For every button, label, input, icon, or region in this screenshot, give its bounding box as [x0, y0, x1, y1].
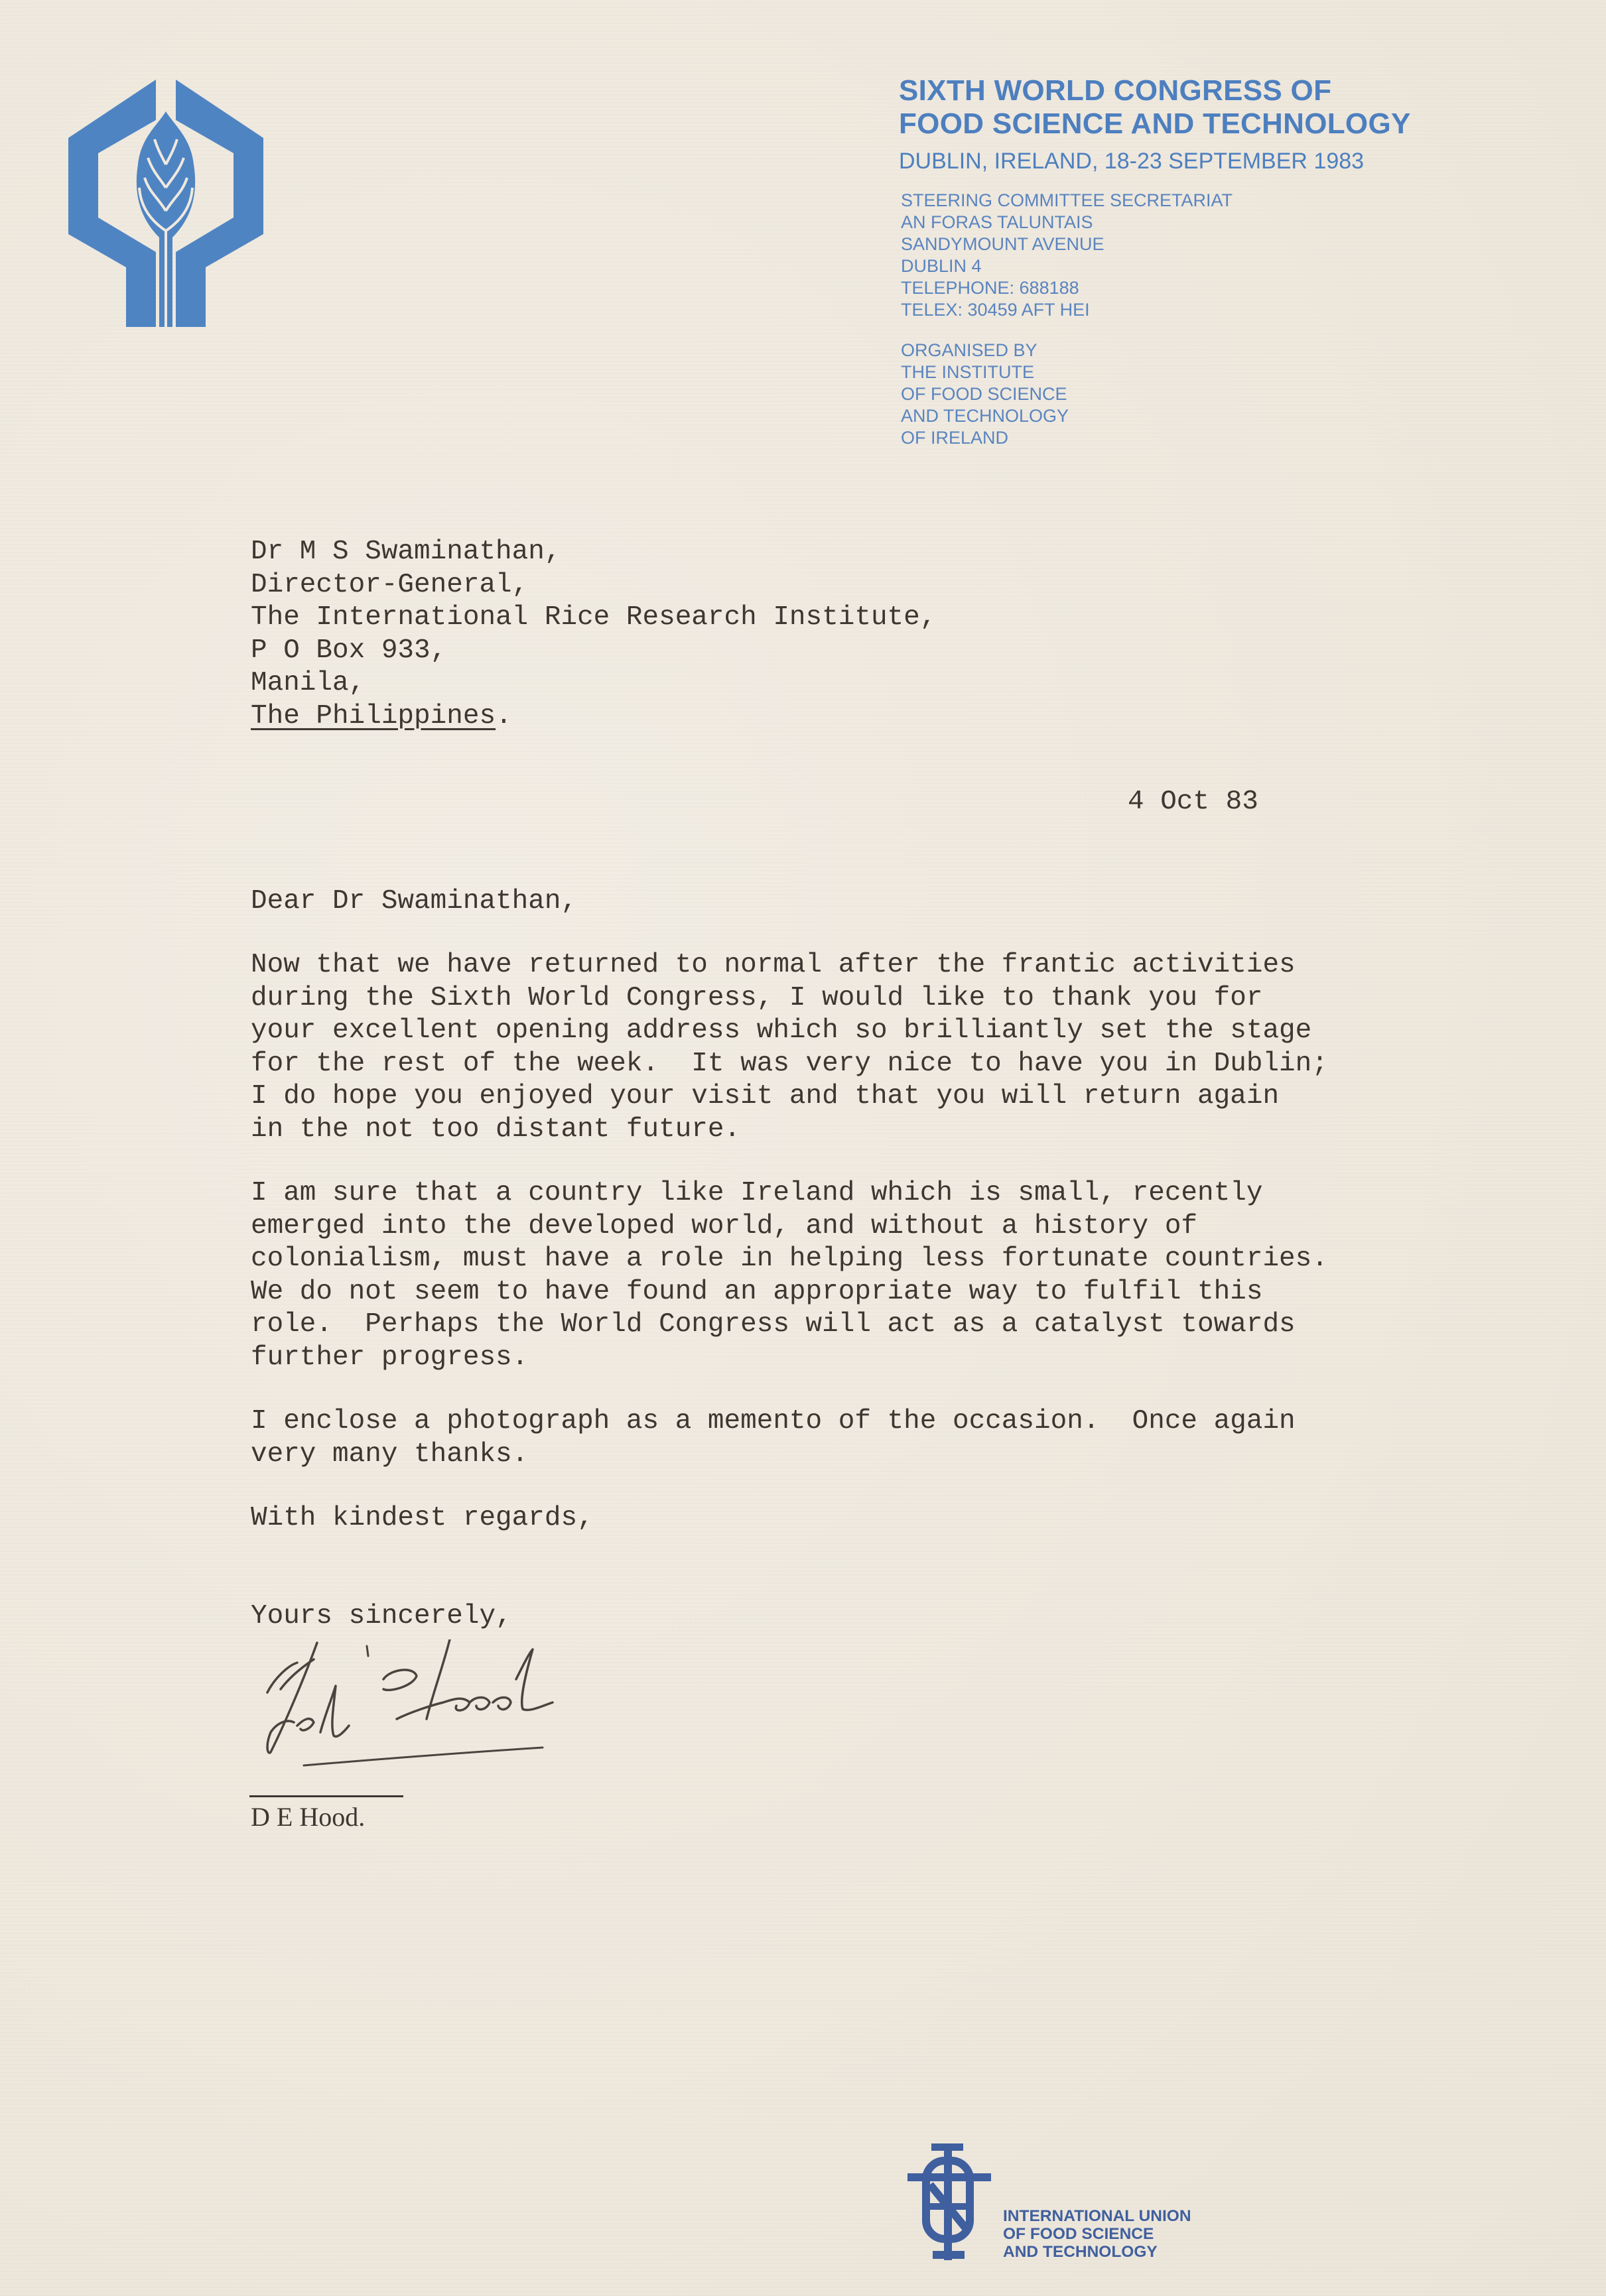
- iufost-line: INTERNATIONAL UNION: [1003, 2207, 1191, 2225]
- organiser-line: AND TECHNOLOGY: [901, 406, 1069, 426]
- signature-block: [251, 1639, 596, 1858]
- secretariat-line: AN FORAS TALUNTAIS: [901, 212, 1093, 232]
- body-line: Now that we have returned to normal after the frantic activities: [251, 950, 1296, 980]
- body-line: colonialism, must have a role in helping less fortunate countries.: [251, 1244, 1328, 1274]
- body-paragraph-3: [251, 1405, 1511, 1471]
- telephone: TELEPHONE: 688188: [901, 278, 1079, 298]
- secretariat-line: SANDYMOUNT AVENUE: [901, 234, 1104, 254]
- secretariat-line: STEERING COMMITTEE SECRETARIAT: [901, 190, 1233, 210]
- body-line: I am sure that a country like Ireland which is small, recently: [251, 1178, 1263, 1208]
- organiser-line: OF IRELAND: [901, 428, 1009, 448]
- secretariat-line: DUBLIN 4: [901, 256, 982, 276]
- body-line: emerged into the developed world, and without a history of: [251, 1210, 1198, 1242]
- body-line: We do not seem to have found an appropriate way to fulfil this: [251, 1276, 1263, 1307]
- letter-date: 4 Oct 83: [1128, 787, 1258, 817]
- body-paragraph-1: [251, 949, 1511, 1146]
- body-line: further progress.: [251, 1342, 529, 1373]
- valediction: Yours sincerely,: [251, 1600, 512, 1631]
- country-period: .: [496, 700, 512, 732]
- organiser-line: THE INSTITUTE: [901, 362, 1034, 382]
- recipient-line: Manila,: [251, 668, 366, 698]
- iufost-logo-icon: [907, 2143, 991, 2260]
- recipient-line: Dr M S Swaminathan,: [251, 537, 561, 567]
- recipient-line: The International Rice Research Institute,: [251, 602, 937, 633]
- letterhead: [899, 74, 1562, 175]
- organiser-block: [899, 340, 1562, 449]
- recipient-line: P O Box 933,: [251, 635, 447, 666]
- wheat-hexagon-logo-icon: [66, 78, 265, 334]
- letterhead-column: [899, 74, 1562, 449]
- signatory-name: D E Hood.: [251, 1802, 366, 1832]
- body-line: during the Sixth World Congress, I would like to thank you for: [251, 982, 1263, 1013]
- recipient-country-line: [251, 700, 1511, 733]
- salutation: Dear Dr Swaminathan,: [251, 885, 578, 917]
- body-line: for the rest of the week. It was very nice to have you in Dublin;: [251, 1048, 1328, 1079]
- congress-title-line2: FOOD SCIENCE AND TECHNOLOGY: [899, 107, 1411, 140]
- congress-title-line1: SIXTH WORLD CONGRESS OF: [899, 74, 1332, 107]
- secretariat-address: [899, 190, 1562, 321]
- iufost-name: [1003, 2207, 1191, 2261]
- telex: TELEX: 30459 AFT HEI: [901, 300, 1090, 320]
- organiser-line: OF FOOD SCIENCE: [901, 384, 1067, 404]
- signature-rule: [249, 1795, 403, 1797]
- letter-body: [251, 536, 1511, 1858]
- closing: With kindest regards,: [251, 1503, 594, 1533]
- body-line: in the not too distant future.: [251, 1114, 741, 1145]
- recipient-line: Director-General,: [251, 569, 529, 600]
- body-line: your excellent opening address which so brilliantly set the stage: [251, 1015, 1312, 1046]
- iufost-line: AND TECHNOLOGY: [1003, 2243, 1158, 2261]
- iufost-line: OF FOOD SCIENCE: [1003, 2225, 1154, 2243]
- body-line: role. Perhaps the World Congress will act as a catalyst towards: [251, 1309, 1296, 1340]
- handwritten-signature-icon: [251, 1639, 569, 1772]
- organiser-line: ORGANISED BY: [901, 340, 1037, 360]
- body-paragraph-2: [251, 1177, 1511, 1374]
- recipient-country: The Philippines: [251, 700, 496, 732]
- event-location-dates: DUBLIN, IRELAND, 18-23 SEPTEMBER 1983: [899, 149, 1365, 174]
- recipient-address: [251, 536, 1511, 733]
- body-line: I do hope you enjoyed your visit and that you will return again: [251, 1081, 1280, 1112]
- body-line: very many thanks.: [251, 1438, 529, 1470]
- body-line: I enclose a photograph as a memento of the occasion. Once again: [251, 1406, 1296, 1436]
